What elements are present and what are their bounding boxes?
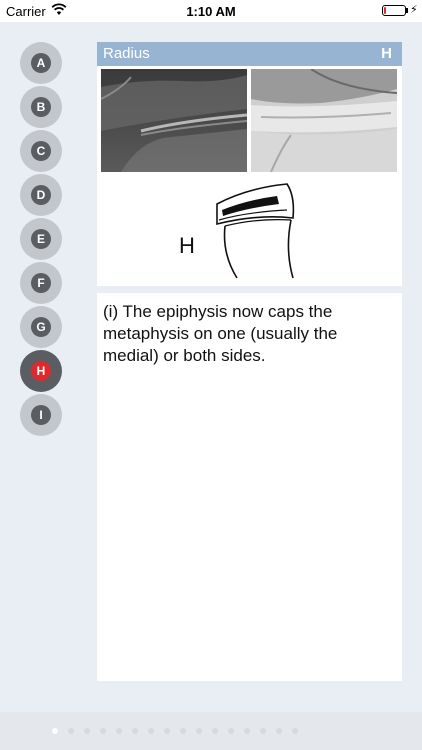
letter-button-d[interactable] [20,174,62,216]
charging-bolt-icon: ⚡ [410,4,418,16]
page-dot[interactable] [260,728,266,734]
page-indicator-bar [0,712,422,750]
page-dot[interactable] [212,728,218,734]
stage-letter: H [381,45,392,62]
page-dot[interactable] [52,728,58,734]
xray-image-left[interactable] [101,69,247,172]
diagram-label: H [179,233,195,258]
letter-label: G [31,317,51,337]
page-dot[interactable] [276,728,282,734]
letter-label: B [31,97,51,117]
letter-label: I [31,405,51,425]
letter-button-b[interactable] [20,86,62,128]
letter-label: H [31,361,51,381]
letter-button-c[interactable] [20,130,62,172]
battery-tip [406,8,408,13]
battery-level [384,7,386,14]
page-dot[interactable] [100,728,106,734]
letter-label: F [31,273,51,293]
epiphysis-diagram [97,174,402,286]
image-panel [97,66,402,286]
letter-label: D [31,185,51,205]
stage-description: (i) The epiphysis now caps the metaphysis on one (usually the medial) or both sides. [103,302,338,365]
page-dot[interactable] [196,728,202,734]
page-dot[interactable] [244,728,250,734]
letter-button-i[interactable] [20,394,62,436]
letter-label: E [31,229,51,249]
letter-button-g[interactable] [20,306,62,348]
card-header [97,42,402,66]
page-dot[interactable] [180,728,186,734]
letter-label: A [31,53,51,73]
page-dot[interactable] [292,728,298,734]
letter-button-f[interactable] [20,262,62,304]
page-dot[interactable] [228,728,234,734]
carrier-label: Carrier [6,4,46,19]
letter-button-a[interactable] [20,42,62,84]
battery-icon [382,5,406,16]
xray-image-right[interactable] [251,69,397,172]
page-dot[interactable] [132,728,138,734]
bone-title: Radius [103,45,150,62]
letter-label: C [31,141,51,161]
page-dot[interactable] [116,728,122,734]
letter-button-h[interactable] [20,350,62,392]
clock: 1:10 AM [186,4,236,19]
status-bar [0,0,422,22]
page-dot[interactable] [84,728,90,734]
page-dot[interactable] [164,728,170,734]
page-dot[interactable] [148,728,154,734]
description-panel [97,293,402,681]
page-dot[interactable] [68,728,74,734]
letter-button-e[interactable] [20,218,62,260]
letter-nav [20,42,62,438]
